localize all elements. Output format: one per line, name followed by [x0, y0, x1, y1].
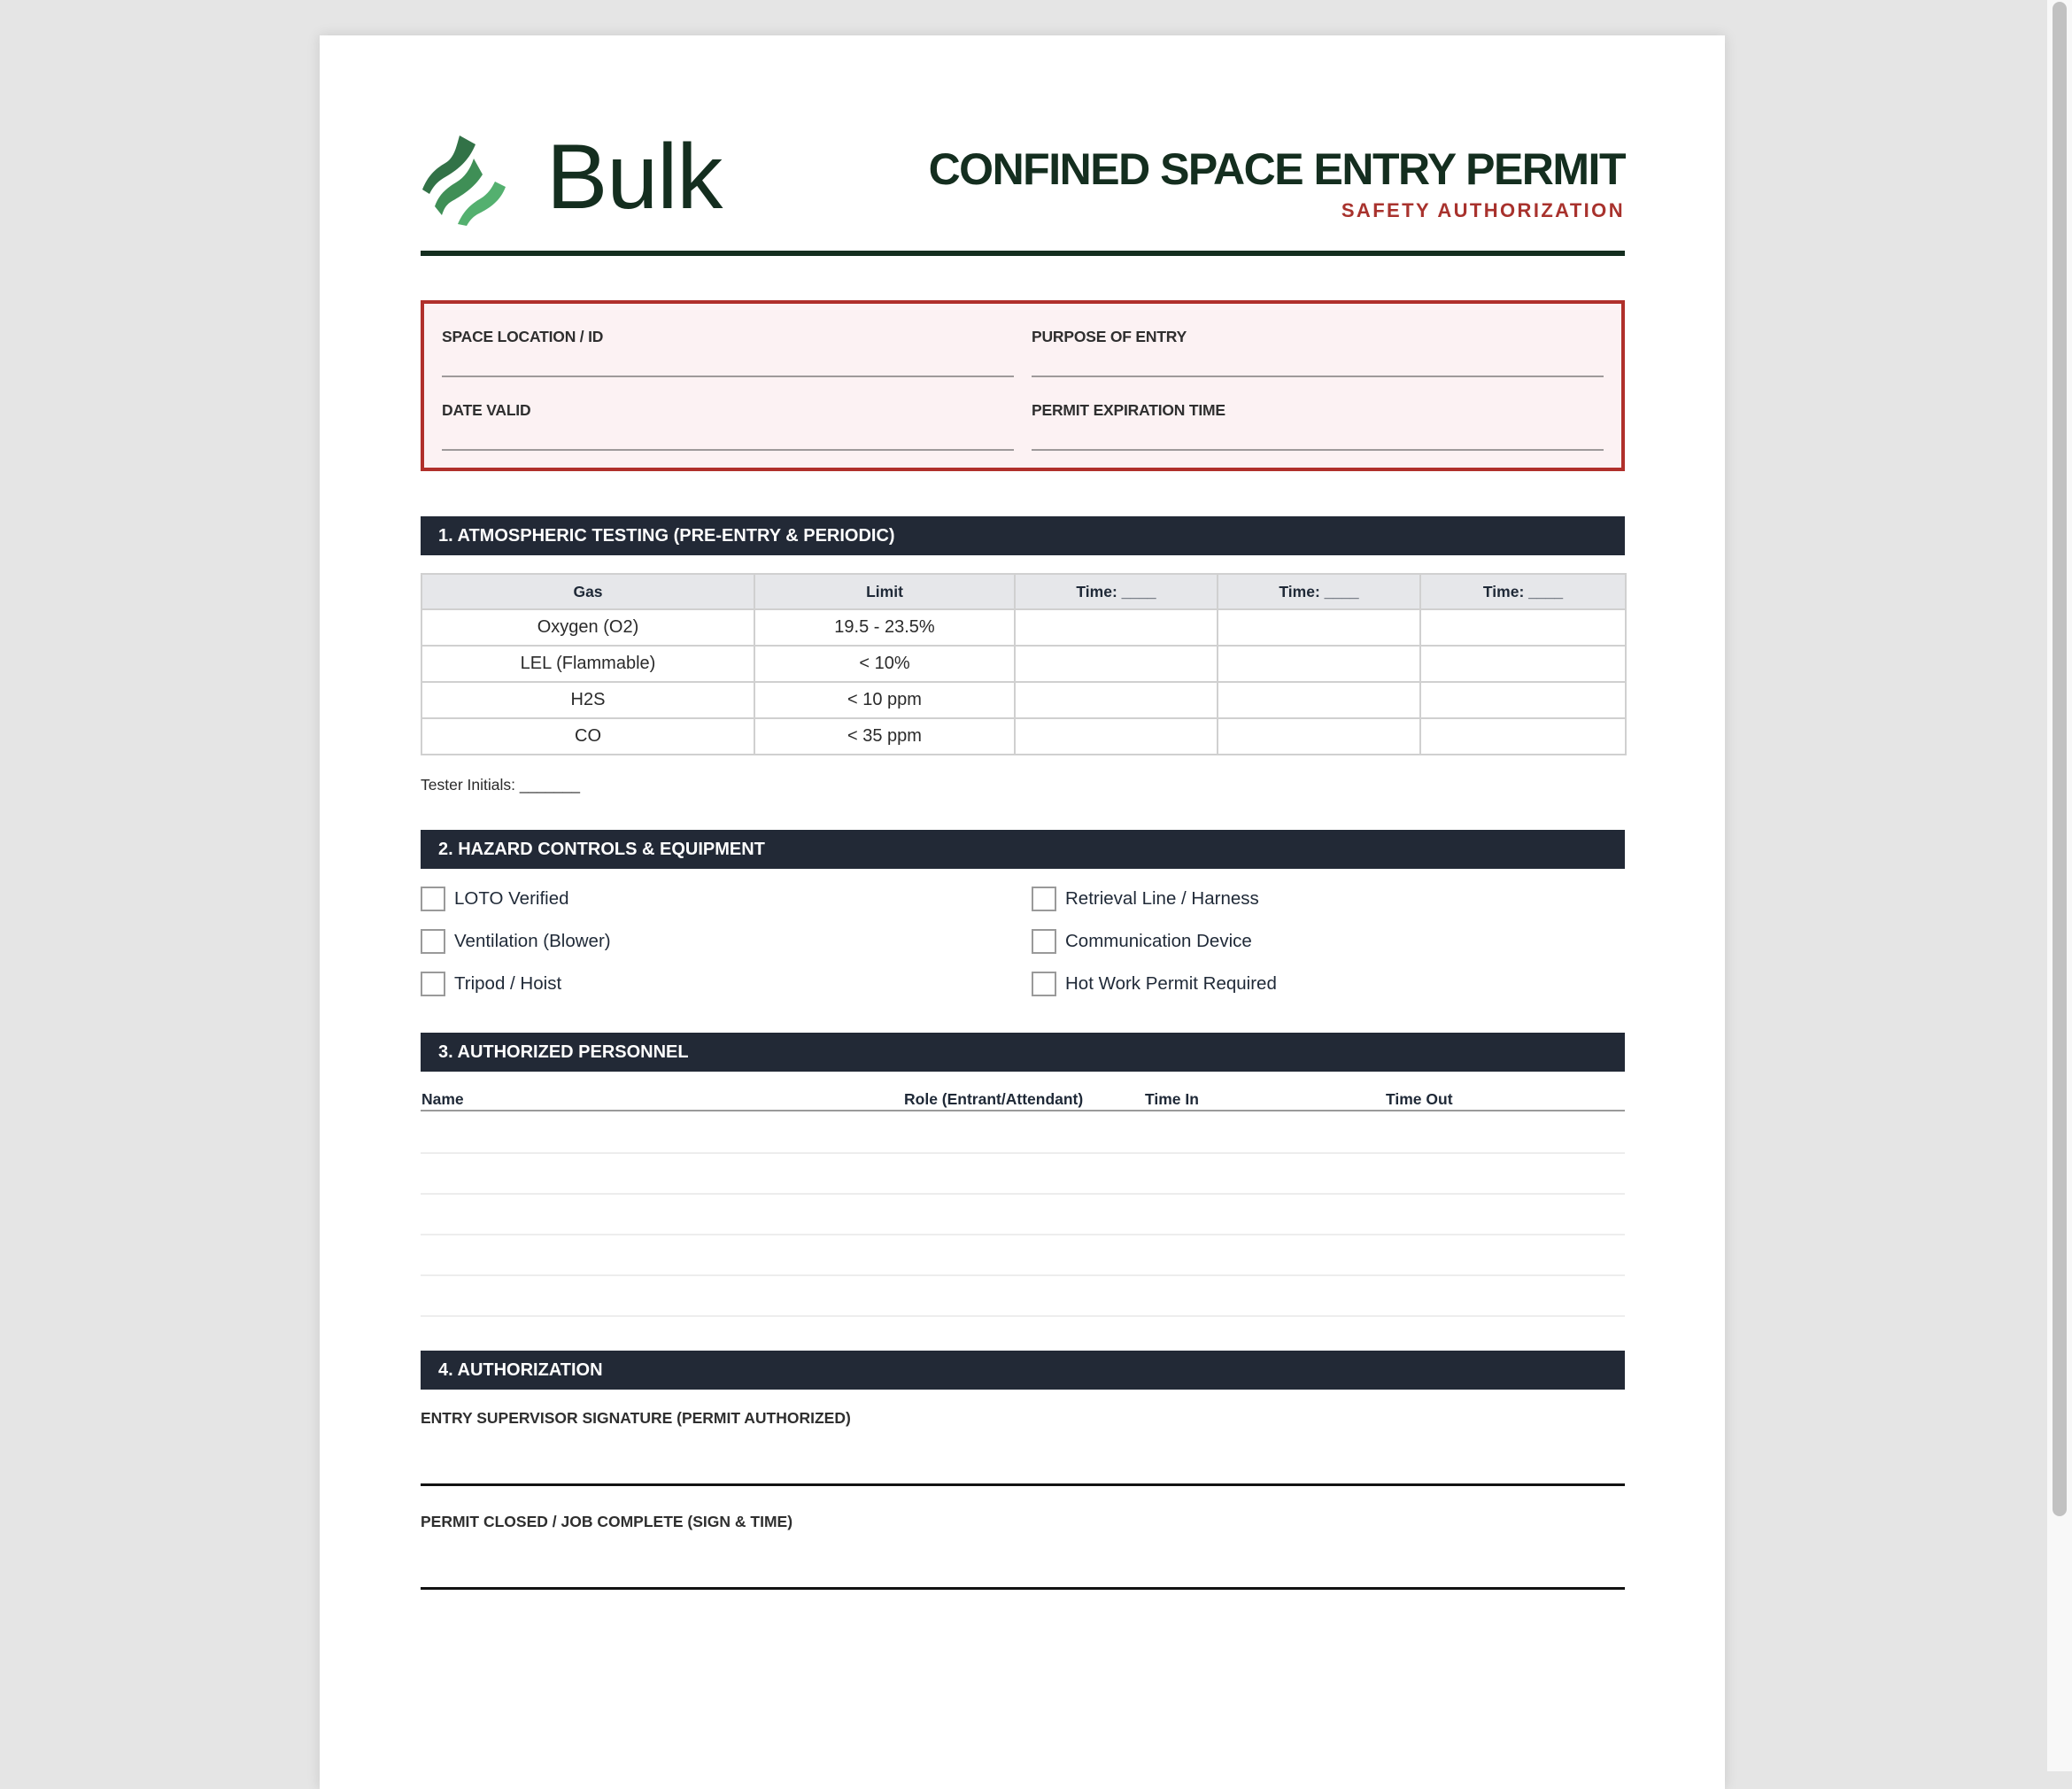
- brand-name: Bulk: [546, 126, 723, 228]
- limit-cell: 19.5 - 23.5%: [754, 609, 1015, 646]
- personnel-row[interactable]: [421, 1193, 1625, 1235]
- col-header-time-out: Time Out: [1386, 1090, 1453, 1108]
- date-valid-input-line[interactable]: [442, 449, 1014, 451]
- purpose-of-entry-input-line[interactable]: [1032, 376, 1604, 377]
- reading-cell[interactable]: [1420, 718, 1626, 755]
- permit-expiration-label: PERMIT EXPIRATION TIME: [1032, 401, 1225, 419]
- col-header-limit: Limit: [754, 574, 1015, 609]
- section-title: 3. AUTHORIZED PERSONNEL: [438, 1042, 689, 1062]
- permit-info-box: [421, 300, 1625, 471]
- section-header-hazard-controls: [421, 830, 1625, 869]
- limit-cell: < 35 ppm: [754, 718, 1015, 755]
- personnel-row[interactable]: [421, 1111, 1625, 1154]
- limit-cell: < 10 ppm: [754, 682, 1015, 718]
- checkbox-box[interactable]: [421, 887, 445, 911]
- col-header-time-3[interactable]: Time: ____: [1420, 574, 1626, 609]
- personnel-row[interactable]: [421, 1274, 1625, 1317]
- date-valid-label: DATE VALID: [442, 401, 531, 419]
- scrollbar-thumb[interactable]: [2053, 2, 2067, 1516]
- checkbox-box[interactable]: [421, 972, 445, 996]
- bulk-logo-icon: [421, 136, 513, 228]
- space-location-label: SPACE LOCATION / ID: [442, 328, 604, 345]
- permit-closed-signature-line[interactable]: [421, 1587, 1625, 1590]
- space-location-field[interactable]: [442, 328, 1014, 345]
- permit-closed-label: PERMIT CLOSED / JOB COMPLETE (SIGN & TIME): [421, 1513, 793, 1530]
- brand-logo: [421, 126, 723, 229]
- reading-cell[interactable]: [1218, 609, 1420, 646]
- table-row: [421, 609, 1626, 646]
- col-header-time-2[interactable]: Time: ____: [1218, 574, 1420, 609]
- gas-cell: CO: [421, 718, 754, 755]
- checkbox-label: Tripod / Hoist: [454, 973, 562, 994]
- table-row: [421, 682, 1626, 718]
- entry-supervisor-signature-line[interactable]: [421, 1483, 1625, 1486]
- reading-cell[interactable]: [1218, 646, 1420, 682]
- reading-cell[interactable]: [1420, 609, 1626, 646]
- col-header-role: Role (Entrant/Attendant): [904, 1090, 1084, 1108]
- checkbox-label: LOTO Verified: [454, 888, 569, 909]
- checkbox-box[interactable]: [1032, 929, 1056, 954]
- checkbox-label: Hot Work Permit Required: [1065, 973, 1277, 994]
- reading-cell[interactable]: [1420, 646, 1626, 682]
- document-page: [320, 35, 1725, 1789]
- checkbox-label: Retrieval Line / Harness: [1065, 888, 1259, 909]
- section-title: 1. ATMOSPHERIC TESTING (PRE-ENTRY & PERIODIC): [438, 526, 895, 546]
- personnel-row[interactable]: [421, 1234, 1625, 1276]
- reading-cell[interactable]: [1015, 682, 1218, 718]
- reading-cell[interactable]: [1218, 682, 1420, 718]
- section-header-atmospheric-testing: [421, 516, 1625, 555]
- limit-cell: < 10%: [754, 646, 1015, 682]
- gas-cell: Oxygen (O2): [421, 609, 754, 646]
- tester-initials-field[interactable]: Tester Initials: _______: [421, 776, 580, 794]
- section-header-authorized-personnel: [421, 1033, 1625, 1072]
- col-header-time-in: Time In: [1145, 1090, 1199, 1108]
- page-title: CONFINED SPACE ENTRY PERMIT: [928, 144, 1625, 194]
- atmospheric-testing-table: [421, 573, 1627, 755]
- gas-cell: H2S: [421, 682, 754, 718]
- purpose-of-entry-field[interactable]: [1032, 328, 1604, 345]
- table-row: [421, 718, 1626, 755]
- checkbox-box[interactable]: [1032, 887, 1056, 911]
- table-header-row: [421, 574, 1626, 609]
- checkbox-box[interactable]: [1032, 972, 1056, 996]
- date-valid-field[interactable]: [442, 401, 1014, 419]
- reading-cell[interactable]: [1218, 718, 1420, 755]
- col-header-time-1[interactable]: Time: ____: [1015, 574, 1218, 609]
- section-title: 2. HAZARD CONTROLS & EQUIPMENT: [438, 840, 765, 859]
- checkbox-box[interactable]: [421, 929, 445, 954]
- purpose-of-entry-label: PURPOSE OF ENTRY: [1032, 328, 1187, 345]
- permit-expiration-field[interactable]: [1032, 401, 1604, 419]
- reading-cell[interactable]: [1015, 718, 1218, 755]
- col-header-name: Name: [421, 1090, 464, 1108]
- section-title: 4. AUTHORIZATION: [438, 1360, 603, 1380]
- gas-cell: LEL (Flammable): [421, 646, 754, 682]
- col-header-gas: Gas: [421, 574, 754, 609]
- section-header-authorization: [421, 1351, 1625, 1390]
- personnel-row[interactable]: [421, 1152, 1625, 1195]
- reading-cell[interactable]: [1015, 609, 1218, 646]
- space-location-input-line[interactable]: [442, 376, 1014, 377]
- checkbox-label: Communication Device: [1065, 931, 1252, 951]
- header-divider: [421, 251, 1625, 256]
- permit-expiration-input-line[interactable]: [1032, 449, 1604, 451]
- table-row: [421, 646, 1626, 682]
- reading-cell[interactable]: [1015, 646, 1218, 682]
- entry-supervisor-signature-label: ENTRY SUPERVISOR SIGNATURE (PERMIT AUTHORIZED): [421, 1409, 851, 1427]
- checkbox-label: Ventilation (Blower): [454, 931, 611, 951]
- reading-cell[interactable]: [1420, 682, 1626, 718]
- page-subtitle: SAFETY AUTHORIZATION: [1341, 199, 1625, 221]
